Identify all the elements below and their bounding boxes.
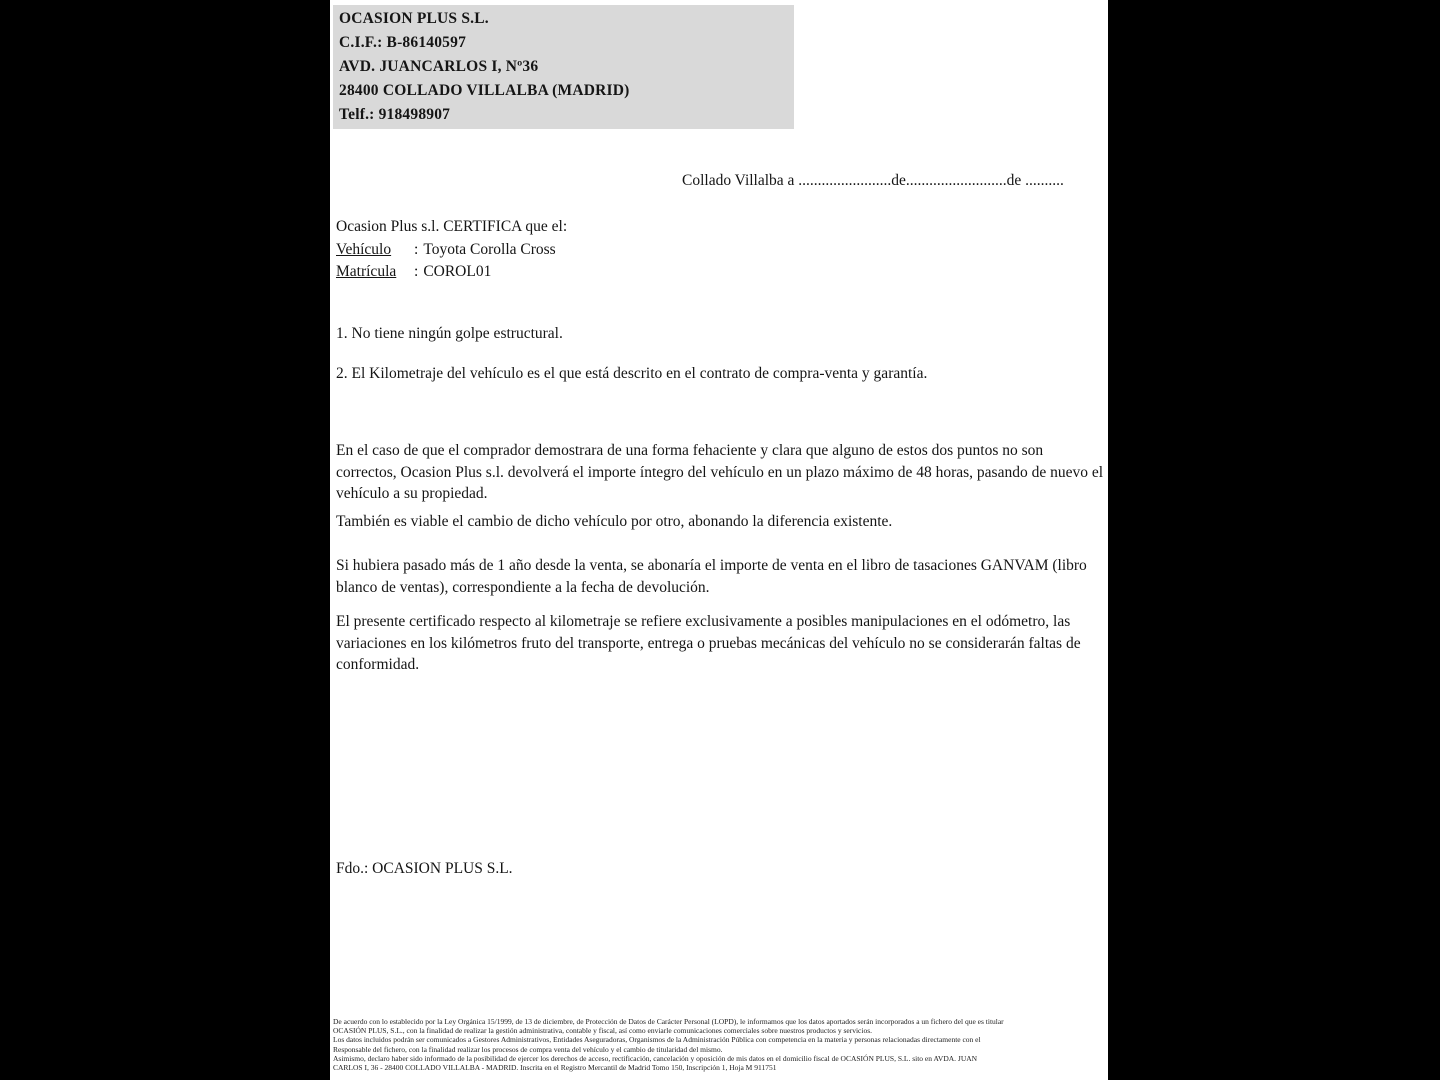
legal-line-1: De acuerdo con lo establecido por la Ley Orgánica 15/1999, de 13 de diciembre, de Protección de Datos de Carácter Personal (LOPD), le informamos que los datos aportados serán incorporados a un fichero del que es titular xyxy=(333,1017,1004,1026)
certificate-point-2: 2. El Kilometraje del vehículo es el que está descrito en el contrato de compra-venta y garantía. xyxy=(336,365,928,382)
paragraph-ganvam-valuation: Si hubiera pasado más de 1 año desde la venta, se abonaría el importe de venta en el libro de tasaciones GANVAM (libro blanco de ventas), correspondiente a la fecha de devolución. xyxy=(336,557,1087,596)
paragraph-exchange-option: También es viable el cambio de dicho vehículo por otro, abonando la diferencia existente. xyxy=(336,513,893,530)
company-city: 28400 COLLADO VILLALBA (MADRID) xyxy=(339,82,630,99)
signature-line: Fdo.: OCASION PLUS S.L. xyxy=(336,860,513,877)
vehicle-value: Toyota Corolla Cross xyxy=(423,241,556,258)
paragraph-odometer-disclaimer: El presente certificado respecto al kilometraje se refiere exclusivamente a posibles manipulaciones en el odómetro, las variaciones en los kilómetros fruto del transporte, entrega o pruebas mecánicas del vehículo no se considerarán faltas de conformidad. xyxy=(336,613,1081,673)
company-phone: Telf.: 918498907 xyxy=(339,106,451,123)
company-header-block xyxy=(333,5,794,129)
company-name: OCASION PLUS S.L. xyxy=(339,10,489,27)
plate-row xyxy=(336,263,491,281)
document-page xyxy=(330,0,1108,1080)
legal-line-6: CARLOS I, 36 - 28400 COLLADO VILLALBA - MADRID. Inscrita en el Registro Mercantil de Madrid Tomo 150, Inscripción 1, Hoja M 911751 xyxy=(333,1063,777,1073)
certify-intro: Ocasion Plus s.l. CERTIFICA que el: xyxy=(336,218,568,235)
plate-value: COROL01 xyxy=(423,263,492,280)
vehicle-label: Vehículo xyxy=(336,241,392,258)
legal-fine-print xyxy=(333,1017,1107,1072)
plate-separator: : xyxy=(414,263,419,280)
legal-line-3: Los datos incluidos podrán ser comunicados a Gestores Administrativos, Entidades Aseguradoras, Organismos de la Administración Pública con competencia en la materia y personas relacionadas directamente con el xyxy=(333,1035,981,1045)
paragraph-refund-terms: En el caso de que el comprador demostrara de una forma fehaciente y clara que alguno de estos dos puntos no son correctos, Ocasion Plus s.l. devolverá el importe íntegro del vehículo en un plazo máximo de 48 horas, pasando de nuevo el vehículo a su propiedad. xyxy=(336,442,1104,502)
vehicle-row xyxy=(336,241,556,259)
legal-line-2: OCASIÓN PLUS, S.L., con la finalidad de realizar la gestión administrativa, contable y fiscal, así como enviarle comunicaciones comerciales sobre nuestros productos y servicios. xyxy=(333,1026,873,1036)
company-cif: C.I.F.: B-86140597 xyxy=(339,34,467,51)
company-address: AVD. JUANCARLOS I, Nº36 xyxy=(339,58,539,75)
date-line: Collado Villalba a ........................de..........................de .......... xyxy=(682,172,1064,189)
legal-line-4: Responsable del fichero, con la finalidad realizar los procesos de compra venta del vehículo y el cambio de titularidad del mismo. xyxy=(333,1044,723,1054)
plate-label: Matrícula xyxy=(336,263,397,280)
certificate-point-1: 1. No tiene ningún golpe estructural. xyxy=(336,325,563,342)
legal-line-5: Asimismo, declaro haber sido informado de la posibilidad de ejercer los derechos de acceso, rectificación, cancelación y oposición de mis datos en el domicilio fiscal de OCASIÓN PLUS, S.L. sito en AVDA. JUAN xyxy=(333,1053,978,1063)
vehicle-separator: : xyxy=(414,241,419,258)
